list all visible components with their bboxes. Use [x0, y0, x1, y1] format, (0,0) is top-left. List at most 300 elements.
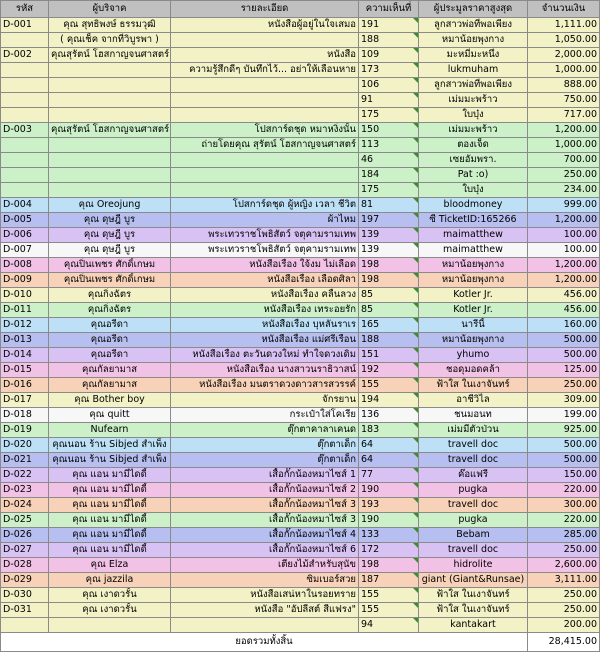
comment-marker-icon: [413, 78, 418, 83]
table-row: [1, 273, 600, 288]
comment-marker-icon: [413, 558, 418, 563]
cell-donor: คุณ สุทธิพงษ์ ธรรมวุฒิ: [49, 18, 171, 33]
comment-marker-icon: [413, 228, 418, 233]
cell-count: 150: [359, 123, 419, 138]
cell-amount: 100.00: [528, 243, 600, 258]
cell-amount: 1,000.00: [528, 63, 600, 78]
comment-marker-icon: [413, 408, 418, 413]
cell-donor: ( คุณเช็ค จากที่วิบูรพา ): [49, 33, 171, 48]
cell-winner: หมาน้อยพุงกาง: [419, 333, 528, 348]
table-row: [1, 603, 600, 618]
total-amount: 28,415.00: [528, 633, 600, 652]
cell-donor: คุณ แอน มามี่ไดดี้: [49, 468, 171, 483]
cell-winner: lukmuham: [419, 63, 528, 78]
cell-winner: มะหมี่มะหนึ่ง: [419, 48, 528, 63]
cell-item: กระเป๋าใส่โคเรีย: [171, 408, 359, 423]
cell-item: เสื้อกั๊กน้องหมาไซส์ 3: [171, 498, 359, 513]
cell-item: ความรู้สึกดีๆ บันทึกไว้... อย่าให้เลือนหาย: [171, 63, 359, 78]
cell-item: หนังสือ: [171, 48, 359, 63]
table-row: [1, 123, 600, 138]
cell-item: ซิมเบอร์สวย: [171, 573, 359, 588]
cell-donor: คุณกิ่งฉัตร: [49, 288, 171, 303]
cell-amount: 250.00: [528, 603, 600, 618]
cell-count: 139: [359, 228, 419, 243]
cell-donor: คุณ ดุษฎี บูร: [49, 228, 171, 243]
cell-winner: ฟ้าใส ในเงาจันทร์: [419, 378, 528, 393]
cell-count: 165: [359, 318, 419, 333]
cell-item: พระเทวราชโพธิสัตว์ จตุคามรามเทพ: [171, 243, 359, 258]
cell-donor: คุณสุรัตน์ โฮสกาญจนศาสตร์: [49, 48, 171, 63]
table-row: [1, 348, 600, 363]
cell-item: ตุ๊กตาคาลาเคนด: [171, 423, 359, 438]
cell-winner: yhumo: [419, 348, 528, 363]
table-row: [1, 513, 600, 528]
cell-winner: หมาน้อยพุงกาง: [419, 258, 528, 273]
cell-donor: คุณ แอน มามี่ไดดี้: [49, 543, 171, 558]
cell-item: เสื้อกั๊กน้องหมาไซส์ 3: [171, 513, 359, 528]
cell-donor: คุณกัลยามาส: [49, 378, 171, 393]
table-row: [1, 228, 600, 243]
table-row: [1, 18, 600, 33]
cell-item: หนังสือเรื่อง ตะวันดวงใหม่ ทำใจดวงเดิม: [171, 348, 359, 363]
cell-item: ผ้าไหม: [171, 213, 359, 228]
cell-id: [1, 138, 49, 153]
cell-donor: คุณ quitt: [49, 408, 171, 423]
comment-marker-icon: [413, 108, 418, 113]
cell-winner: หมาน้อยพุงกาง: [419, 33, 528, 48]
cell-item: [171, 33, 359, 48]
cell-count: 183: [359, 423, 419, 438]
cell-amount: 1,050.00: [528, 33, 600, 48]
cell-count: 106: [359, 78, 419, 93]
header-amount: จำนวนเงิน: [528, 1, 600, 18]
cell-count: 175: [359, 108, 419, 123]
cell-amount: 500.00: [528, 438, 600, 453]
cell-amount: 717.00: [528, 108, 600, 123]
table-row: [1, 333, 600, 348]
cell-amount: 999.00: [528, 198, 600, 213]
cell-id: D-015: [1, 363, 49, 378]
cell-amount: 220.00: [528, 513, 600, 528]
cell-id: D-004: [1, 198, 49, 213]
cell-amount: 200.00: [528, 618, 600, 633]
cell-donor: Nufearn: [49, 423, 171, 438]
cell-id: [1, 33, 49, 48]
cell-donor: คุณ แอน มามี่ไดดี้: [49, 513, 171, 528]
table-row: [1, 153, 600, 168]
cell-item: เสื้อกั๊กน้องหมาไซส์ 1: [171, 468, 359, 483]
cell-donor: คุณนอน ร้าน Sibjed สำเพ็ง: [49, 453, 171, 468]
comment-marker-icon: [413, 18, 418, 23]
table-row: [1, 588, 600, 603]
cell-id: D-010: [1, 288, 49, 303]
cell-donor: [49, 153, 171, 168]
comment-marker-icon: [413, 138, 418, 143]
cell-count: 190: [359, 513, 419, 528]
cell-count: 109: [359, 48, 419, 63]
cell-donor: คุณปิ่นเพชร ศักดิ์เกษม: [49, 273, 171, 288]
cell-item: [171, 93, 359, 108]
table-row: [1, 63, 600, 78]
cell-amount: 925.00: [528, 423, 600, 438]
comment-marker-icon: [413, 438, 418, 443]
cell-item: ตุ๊กตาเด็ก: [171, 438, 359, 453]
cell-item: เตียงไม้สำหรับสุนัข: [171, 558, 359, 573]
cell-id: D-012: [1, 318, 49, 333]
cell-winner: Bebam: [419, 528, 528, 543]
table-row: [1, 393, 600, 408]
cell-amount: 1,200.00: [528, 213, 600, 228]
comment-marker-icon: [413, 153, 418, 158]
cell-count: 136: [359, 408, 419, 423]
cell-winner: ชนมอนท: [419, 408, 528, 423]
cell-donor: คุณ ดุษฎี บูร: [49, 243, 171, 258]
cell-winner: ฟ้าใส ในเงาจันทร์: [419, 603, 528, 618]
cell-amount: 150.00: [528, 468, 600, 483]
table-row: [1, 453, 600, 468]
cell-id: [1, 618, 49, 633]
cell-count: 133: [359, 528, 419, 543]
cell-amount: 500.00: [528, 333, 600, 348]
cell-amount: 1,200.00: [528, 123, 600, 138]
header-item: รายละเอียด: [171, 1, 359, 18]
comment-marker-icon: [413, 333, 418, 338]
cell-amount: 1,111.00: [528, 18, 600, 33]
table-row: [1, 438, 600, 453]
comment-marker-icon: [413, 393, 418, 398]
cell-item: เสื้อกั๊กน้องหมาไซส์ 4: [171, 528, 359, 543]
cell-winner: Pat :o): [419, 168, 528, 183]
cell-count: 155: [359, 588, 419, 603]
header-id: รหัส: [1, 1, 49, 18]
cell-item: เสื้อกั๊กน้องหมาไซส์ 2: [171, 483, 359, 498]
cell-id: [1, 78, 49, 93]
comment-marker-icon: [413, 543, 418, 548]
comment-marker-icon: [413, 258, 418, 263]
cell-amount: 125.00: [528, 363, 600, 378]
cell-id: D-016: [1, 378, 49, 393]
cell-count: 188: [359, 333, 419, 348]
cell-winner: ลูกสาวพ่อที่พอเพียง: [419, 18, 528, 33]
cell-id: D-018: [1, 408, 49, 423]
cell-amount: 2,600.00: [528, 558, 600, 573]
cell-amount: 285.00: [528, 528, 600, 543]
cell-id: D-031: [1, 603, 49, 618]
table-row: [1, 303, 600, 318]
cell-item: หนังสือเรื่อง ใจ้งม ไม่เลือด: [171, 258, 359, 273]
cell-id: D-001: [1, 18, 49, 33]
cell-donor: [49, 93, 171, 108]
cell-count: 175: [359, 183, 419, 198]
cell-id: [1, 168, 49, 183]
table-row: [1, 318, 600, 333]
cell-winner: ชอดุมอดคล้า: [419, 363, 528, 378]
cell-count: 198: [359, 558, 419, 573]
cell-count: 64: [359, 438, 419, 453]
cell-id: D-022: [1, 468, 49, 483]
table-row: [1, 243, 600, 258]
header-donor: ผู้บริจาค: [49, 1, 171, 18]
cell-item: หนังสือเรื่อง เลือดศิลา: [171, 273, 359, 288]
cell-winner: เม่มมีตัวป่วน: [419, 423, 528, 438]
cell-winner: travell doc: [419, 438, 528, 453]
cell-item: หนังสือเรื่อง คลื่นลวง: [171, 288, 359, 303]
cell-count: 193: [359, 498, 419, 513]
cell-donor: คุณอรีดา: [49, 333, 171, 348]
cell-winner: ใบบุ๋ง: [419, 108, 528, 123]
cell-id: D-005: [1, 213, 49, 228]
comment-marker-icon: [413, 468, 418, 473]
cell-amount: 1,000.00: [528, 138, 600, 153]
cell-id: D-029: [1, 573, 49, 588]
cell-winner: Kotler Jr.: [419, 303, 528, 318]
cell-id: D-007: [1, 243, 49, 258]
cell-id: D-023: [1, 483, 49, 498]
cell-amount: 250.00: [528, 588, 600, 603]
cell-winner: ซี TicketID:165266: [419, 213, 528, 228]
cell-amount: 250.00: [528, 543, 600, 558]
cell-donor: คุณ Elza: [49, 558, 171, 573]
cell-id: [1, 108, 49, 123]
header-winner: ผู้ประมูลราคาสูงสุด: [419, 1, 528, 18]
comment-marker-icon: [413, 123, 418, 128]
cell-amount: 750.00: [528, 93, 600, 108]
comment-marker-icon: [413, 168, 418, 173]
table-row: [1, 213, 600, 228]
cell-id: D-028: [1, 558, 49, 573]
cell-count: 155: [359, 603, 419, 618]
cell-donor: [49, 618, 171, 633]
cell-donor: [49, 108, 171, 123]
comment-marker-icon: [413, 243, 418, 248]
cell-amount: 3,111.00: [528, 573, 600, 588]
cell-id: D-026: [1, 528, 49, 543]
table-row: [1, 93, 600, 108]
comment-marker-icon: [413, 528, 418, 533]
cell-item: หนังสือเรื่อง แม่ศรีเรือน: [171, 333, 359, 348]
cell-item: หนังสือผู้อยู่ในใจเสมอ: [171, 18, 359, 33]
cell-amount: 500.00: [528, 453, 600, 468]
comment-marker-icon: [413, 573, 418, 578]
cell-id: [1, 93, 49, 108]
cell-winner: ตองเจ็ด: [419, 138, 528, 153]
cell-count: 194: [359, 393, 419, 408]
table-row: [1, 573, 600, 588]
cell-donor: คุณ ดุษฎี บูร: [49, 213, 171, 228]
cell-id: D-003: [1, 123, 49, 138]
cell-amount: 100.00: [528, 228, 600, 243]
cell-item: หนังสือเรื่อง นางสาวนราธิวาสน์: [171, 363, 359, 378]
cell-id: D-017: [1, 393, 49, 408]
comment-marker-icon: [413, 93, 418, 98]
cell-winner: giant (Giant&Runsae): [419, 573, 528, 588]
cell-count: 113: [359, 138, 419, 153]
cell-id: [1, 63, 49, 78]
cell-amount: 500.00: [528, 348, 600, 363]
cell-amount: 456.00: [528, 303, 600, 318]
cell-winner: pugka: [419, 483, 528, 498]
comment-marker-icon: [413, 48, 418, 53]
cell-item: [171, 618, 359, 633]
cell-winner: Kotler Jr.: [419, 288, 528, 303]
cell-donor: คุณอรีดา: [49, 318, 171, 333]
cell-count: 81: [359, 198, 419, 213]
cell-donor: คุณกัลยามาส: [49, 363, 171, 378]
table-row: [1, 483, 600, 498]
cell-count: 184: [359, 168, 419, 183]
cell-count: 198: [359, 258, 419, 273]
cell-donor: คุณอรีดา: [49, 348, 171, 363]
cell-item: หนังสือ "อัปลีสต์ สีแฟรง": [171, 603, 359, 618]
cell-id: D-021: [1, 453, 49, 468]
cell-amount: 300.00: [528, 498, 600, 513]
cell-amount: 160.00: [528, 318, 600, 333]
cell-amount: 1,200.00: [528, 258, 600, 273]
cell-donor: คุณ เงาดวรั้น: [49, 588, 171, 603]
comment-marker-icon: [413, 348, 418, 353]
cell-winner: นารีนี้: [419, 318, 528, 333]
cell-winner: เม่มมะพร้าว: [419, 93, 528, 108]
table-row: [1, 183, 600, 198]
cell-item: จักรยาน: [171, 393, 359, 408]
cell-amount: 1,200.00: [528, 273, 600, 288]
table-row: [1, 108, 600, 123]
cell-count: 197: [359, 213, 419, 228]
cell-count: 188: [359, 33, 419, 48]
cell-count: 172: [359, 543, 419, 558]
table-row: [1, 558, 600, 573]
cell-item: หนังสือเสน่หาในรอยทราย: [171, 588, 359, 603]
cell-id: D-025: [1, 513, 49, 528]
cell-amount: 309.00: [528, 393, 600, 408]
cell-donor: คุณ เงาดวรั้น: [49, 603, 171, 618]
cell-donor: คุณปิ่นเพชร ศักดิ์เกษม: [49, 258, 171, 273]
cell-item: [171, 153, 359, 168]
cell-id: D-006: [1, 228, 49, 243]
cell-winner: maimatthew: [419, 228, 528, 243]
cell-id: D-027: [1, 543, 49, 558]
cell-winner: kantakart: [419, 618, 528, 633]
cell-count: 198: [359, 273, 419, 288]
cell-donor: คุณนอน ร้าน Sibjed สำเพ็ง: [49, 438, 171, 453]
cell-count: 151: [359, 348, 419, 363]
comment-marker-icon: [413, 483, 418, 488]
comment-marker-icon: [413, 303, 418, 308]
cell-item: โปสการ์ดชุด หมาหงิ่งนั้น: [171, 123, 359, 138]
header-row: [1, 1, 600, 18]
cell-item: หนังสือเรื่อง เทระอยรัก: [171, 303, 359, 318]
comment-marker-icon: [413, 513, 418, 518]
cell-winner: hidrolite: [419, 558, 528, 573]
cell-item: พระเทวราชโพธิสัตว์ จตุคามรามเทพ: [171, 228, 359, 243]
cell-count: 190: [359, 483, 419, 498]
cell-donor: [49, 183, 171, 198]
comment-marker-icon: [413, 378, 418, 383]
total-label: ยอดรวมทั้งสิ้น: [1, 633, 528, 652]
cell-item: ตุ๊กตาเด็ก: [171, 453, 359, 468]
cell-winner: เซยอัมพรา.: [419, 153, 528, 168]
cell-amount: 888.00: [528, 78, 600, 93]
cell-winner: หมาน้อยพุงกาง: [419, 273, 528, 288]
table-row: [1, 528, 600, 543]
cell-id: D-014: [1, 348, 49, 363]
cell-donor: คุณ jazzila: [49, 573, 171, 588]
comment-marker-icon: [413, 183, 418, 188]
cell-amount: 2,000.00: [528, 48, 600, 63]
cell-count: 64: [359, 453, 419, 468]
table-row: [1, 423, 600, 438]
header-count: ความเห็นที่: [359, 1, 419, 18]
cell-id: D-030: [1, 588, 49, 603]
cell-donor: คุณ Oreojung: [49, 198, 171, 213]
table-row: [1, 138, 600, 153]
comment-marker-icon: [413, 288, 418, 293]
cell-item: [171, 78, 359, 93]
table-row: [1, 78, 600, 93]
cell-winner: เม่มมะพร้าว: [419, 123, 528, 138]
cell-winner: bloodmoney: [419, 198, 528, 213]
cell-donor: [49, 138, 171, 153]
cell-id: D-008: [1, 258, 49, 273]
comment-marker-icon: [413, 213, 418, 218]
cell-winner: ค๊อแฟรี: [419, 468, 528, 483]
table-row: [1, 33, 600, 48]
cell-item: หนังสือเรื่อง มนตราดวงดาวสารสวรรค์: [171, 378, 359, 393]
cell-winner: ฟ้าใส ในเงาจันทร์: [419, 588, 528, 603]
table-body: [1, 18, 600, 633]
table-row: [1, 258, 600, 273]
cell-count: 187: [359, 573, 419, 588]
cell-amount: 456.00: [528, 288, 600, 303]
cell-donor: คุณ Bother boy: [49, 393, 171, 408]
comment-marker-icon: [413, 603, 418, 608]
table-row: [1, 363, 600, 378]
cell-donor: คุณ แอน มามี่ไดดี้: [49, 528, 171, 543]
cell-item: [171, 108, 359, 123]
cell-item: [171, 168, 359, 183]
cell-id: D-024: [1, 498, 49, 513]
table-row: [1, 288, 600, 303]
cell-amount: 250.00: [528, 378, 600, 393]
table-row: [1, 198, 600, 213]
cell-id: D-009: [1, 273, 49, 288]
cell-count: 139: [359, 243, 419, 258]
table-row: [1, 378, 600, 393]
cell-count: 191: [359, 18, 419, 33]
cell-count: 77: [359, 468, 419, 483]
table-row: [1, 48, 600, 63]
cell-item: หนังสือเรื่อง บุหลันราเร: [171, 318, 359, 333]
comment-marker-icon: [413, 618, 418, 623]
cell-winner: ลูกสาวพ่อที่พอเพียง: [419, 78, 528, 93]
cell-item: [171, 183, 359, 198]
cell-id: [1, 153, 49, 168]
comment-marker-icon: [413, 33, 418, 38]
total-row: [1, 633, 600, 652]
comment-marker-icon: [413, 63, 418, 68]
cell-winner: pugka: [419, 513, 528, 528]
table-row: [1, 168, 600, 183]
cell-count: 85: [359, 288, 419, 303]
cell-winner: travell doc: [419, 543, 528, 558]
cell-count: 94: [359, 618, 419, 633]
cell-winner: maimatthew: [419, 243, 528, 258]
table-row: [1, 618, 600, 633]
cell-count: 155: [359, 378, 419, 393]
cell-amount: 199.00: [528, 408, 600, 423]
cell-id: D-011: [1, 303, 49, 318]
cell-winner: ใบบุ๋ง: [419, 183, 528, 198]
